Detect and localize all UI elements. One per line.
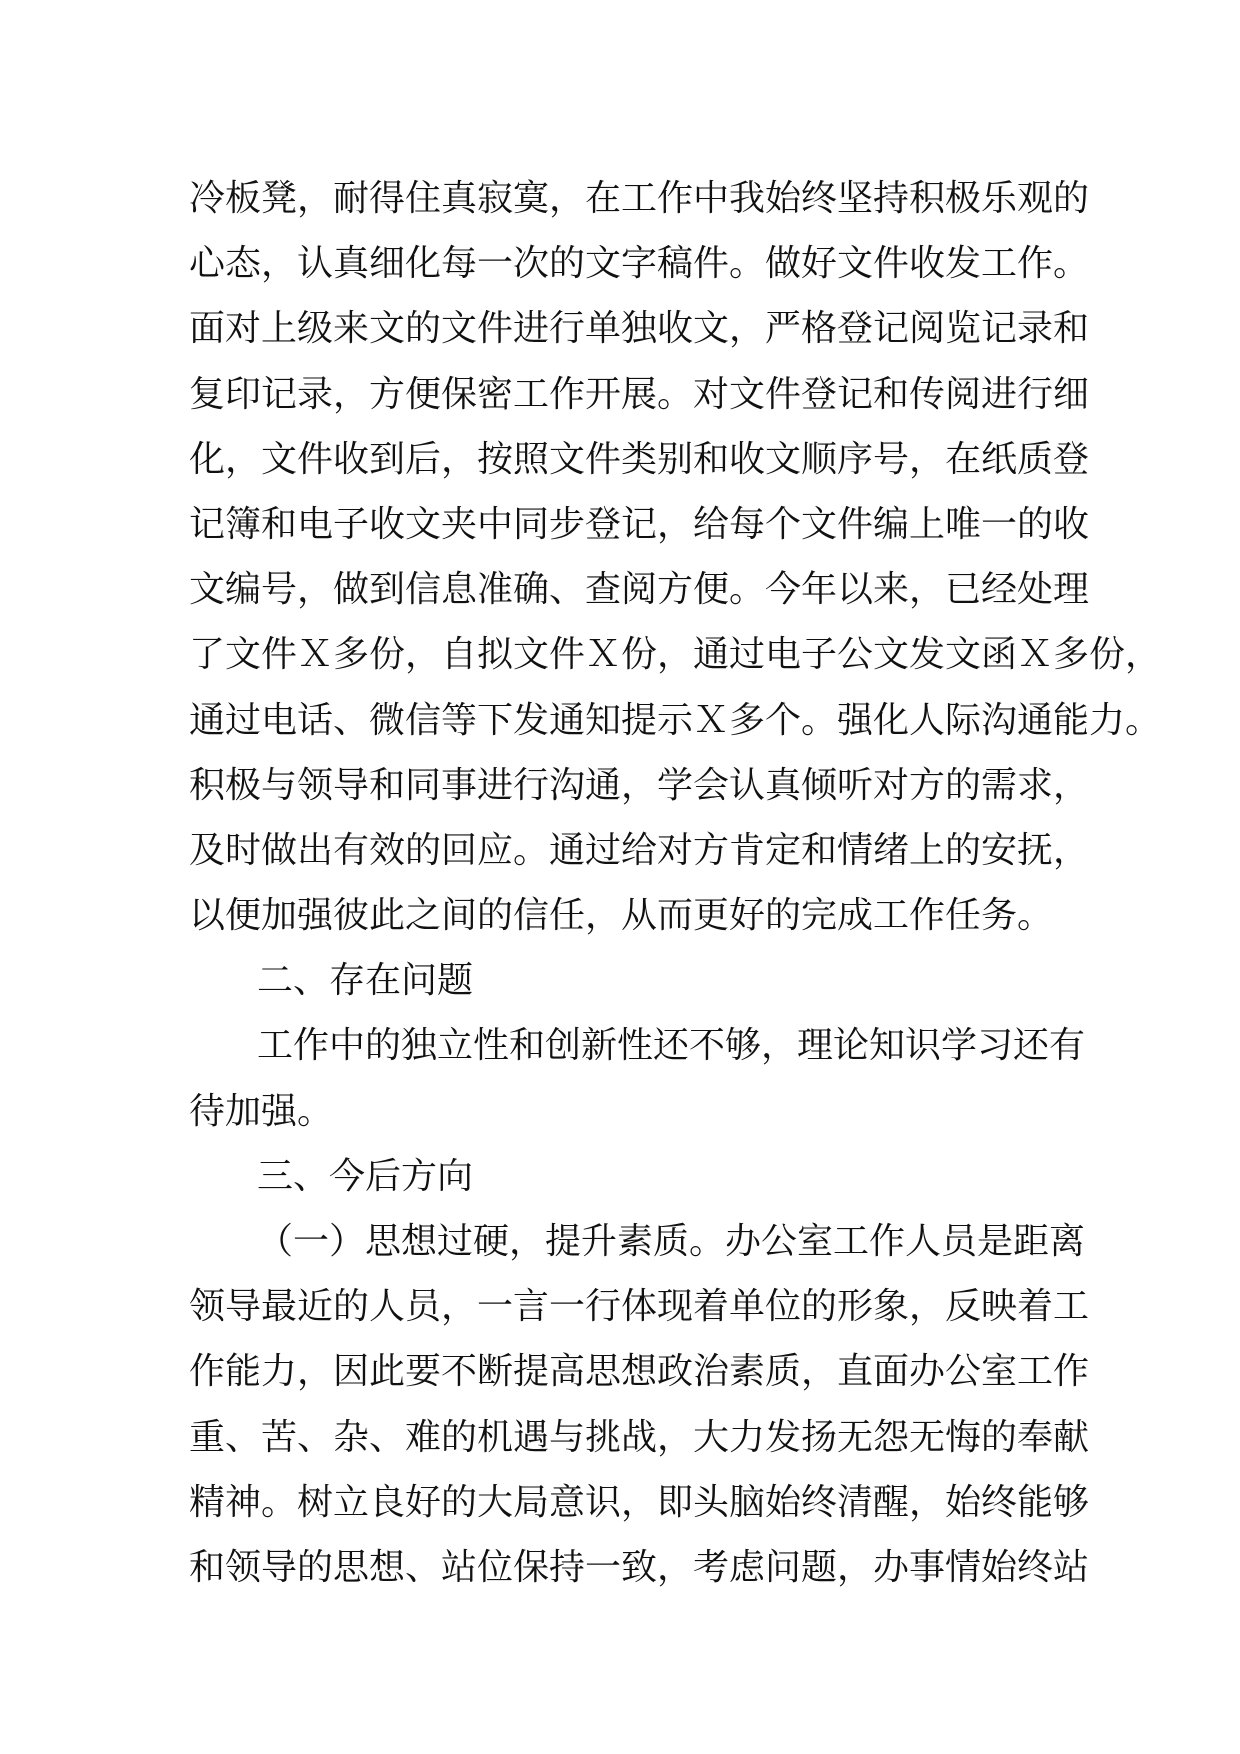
text-line: 冷板凳，耐得住真寂寞，在工作中我始终坚持积极乐观的	[189, 178, 1090, 219]
text-line: 通过电话、微信等下发通知提示Ｘ多个。强化人际沟通能力。	[189, 699, 1162, 741]
text-line: 和领导的思想、站位保持一致，考虑问题，办事情始终站	[189, 1546, 1090, 1588]
text-line: 待加强。	[189, 1090, 334, 1132]
text-line: 以便加强彼此之间的信任，从而更好的完成工作任务。	[189, 895, 1054, 937]
text-line: 积极与领导和同事进行沟通，学会认真倾听对方的需求，	[189, 764, 1090, 806]
text-line: 化，文件收到后，按照文件类别和收文顺序号，在纸质登	[189, 438, 1090, 480]
text-line: 记簿和电子收文夹中同步登记，给每个文件编上唯一的收	[189, 503, 1090, 545]
section-heading: 三、今后方向	[257, 1155, 474, 1197]
text-line: 领导最近的人员，一言一行体现着单位的形象，反映着工	[189, 1286, 1090, 1328]
text-line: 复印记录，方便保密工作开展。对文件登记和传阅进行细	[189, 373, 1090, 415]
text-line: 面对上级来文的文件进行单独收文，严格登记阅览记录和	[189, 308, 1090, 350]
section-heading: 二、存在问题	[257, 960, 474, 1002]
text-line: 工作中的独立性和创新性还不够，理论知识学习还有	[257, 1025, 1086, 1067]
text-line: 心态，认真细化每一次的文字稿件。做好文件收发工作。	[189, 243, 1090, 285]
text-line: 作能力，因此要不断提高思想政治素质，直面办公室工作	[189, 1351, 1090, 1393]
text-line: 重、苦、杂、难的机遇与挑战，大力发扬无怨无悔的奉献	[189, 1416, 1090, 1458]
document-body	[189, 166, 1162, 1600]
text-line: 了文件Ｘ多份，自拟文件Ｘ份，通过电子公文发文函Ｘ多份，	[189, 634, 1162, 676]
text-line: 文编号，做到信息准确、查阅方便。今年以来，已经处理	[189, 569, 1090, 611]
text-line: 及时做出有效的回应。通过给对方肯定和情绪上的安抚，	[189, 829, 1090, 871]
text-line: （一）思想过硬，提升素质。办公室工作人员是距离	[257, 1221, 1086, 1262]
text-line: 精神。树立良好的大局意识，即头脑始终清醒，始终能够	[189, 1481, 1090, 1523]
